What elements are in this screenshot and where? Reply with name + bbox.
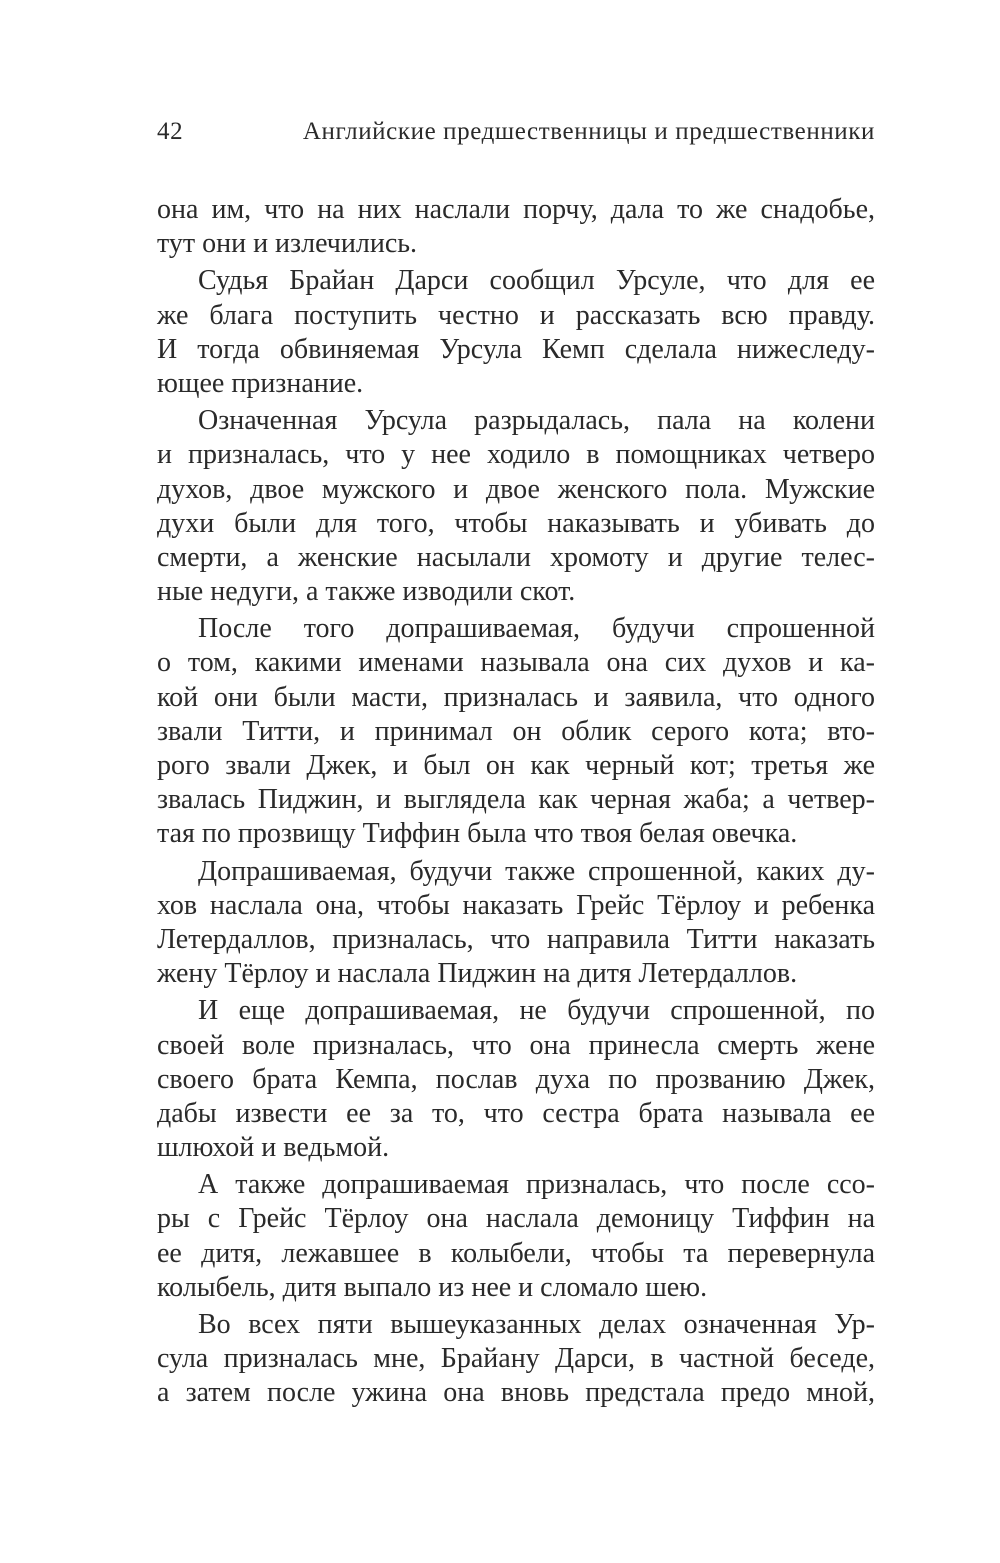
text-line: дабы извести ее за то, что сестра брата называла ее (157, 1097, 875, 1129)
running-title: Английские предшественницы и предшественники (302, 118, 875, 145)
text-line: тут они и излечились. (157, 228, 418, 260)
paragraph (157, 1168, 875, 1305)
text-line: шлюхой и ведьмой. (157, 1132, 390, 1164)
paragraph (157, 994, 875, 1165)
text-line: хов наслала она, чтобы наказать Грейс Тёрлоу и ребенка (157, 889, 875, 921)
body-text (157, 193, 875, 1411)
paragraph (157, 264, 875, 401)
paragraph (157, 612, 875, 851)
text-line: духи были для того, чтобы наказывать и убивать до (157, 507, 875, 539)
text-line: своей воле призналась, что она принесла смерть жене (157, 1029, 875, 1061)
text-line: а затем после ужина она вновь предстала предо мной, (157, 1377, 875, 1409)
page-number: 42 (157, 118, 184, 145)
text-line: смерти, а женские насылали хромоту и другие телес- (157, 541, 875, 573)
text-line: сула призналась мне, Брайану Дарси, в частной беседе, (157, 1343, 875, 1375)
text-line: и призналась, что у нее ходило в помощниках четверо (157, 439, 875, 471)
paragraph (157, 855, 875, 992)
text-line: тая по прозвищу Тиффин была что твоя белая овечка. (157, 818, 798, 850)
text-line: Допрашиваемая, будучи также спрошенной, каких ду- (198, 855, 875, 887)
text-line: Во всех пяти вышеуказанных делах означенная Ур- (198, 1309, 875, 1340)
text-line: После того допрашиваемая, будучи спрошенной (198, 613, 875, 645)
text-line: духов, двое мужского и двое женского пола. Мужские (157, 473, 875, 505)
text-line: ры с Грейс Тёрлоу она наслала демоницу Тиффин на (157, 1203, 875, 1235)
text-line: о том, какими именами называла она сих духов и ка- (157, 647, 875, 679)
running-head (157, 114, 875, 150)
paragraph (157, 1308, 875, 1411)
text-line: ющее признание. (157, 367, 364, 399)
text-line: ные недуги, а также изводили скот. (157, 576, 576, 608)
text-line: Летердаллов, призналась, что направила Титти наказать (157, 923, 875, 955)
text-line: рого звали Джек, и был он как черный кот; третья же (157, 750, 875, 781)
text-line: она им, что на них наслали порчу, дала то же снадобье, (157, 194, 875, 225)
text-line: кой они были масти, призналась и заявила, что одного (157, 681, 875, 713)
text-line: Означенная Урсула разрыдалась, пала на колени (198, 405, 875, 437)
text-line: И еще допрашиваемая, не будучи спрошенной, по (198, 995, 875, 1027)
text-line: И тогда обвиняемая Урсула Кемп сделала нижеследу- (157, 333, 875, 365)
text-line: звали Титти, и принимал он облик серого кота; вто- (157, 715, 875, 747)
text-line: звалась Пиджин, и выглядела как черная жаба; а четвер- (157, 784, 875, 816)
text-line: же блага поступить честно и рассказать всю правду. (157, 299, 875, 331)
paragraph (157, 193, 875, 261)
text-line: жену Тёрлоу и наслала Пиджин на дитя Летердаллов. (157, 958, 798, 990)
paragraph (157, 404, 875, 609)
text-line: А также допрашиваемая призналась, что после ссо- (198, 1169, 875, 1201)
text-line: своего брата Кемпа, послав духа по прозванию Джек, (157, 1063, 875, 1095)
text-line: колыбель, дитя выпало из нее и сломало шею. (157, 1271, 708, 1303)
text-line: Судья Брайан Дарси сообщил Урсуле, что для ее (198, 265, 875, 297)
text-line: ее дитя, лежавшее в колыбели, чтобы та перевернула (157, 1237, 875, 1269)
